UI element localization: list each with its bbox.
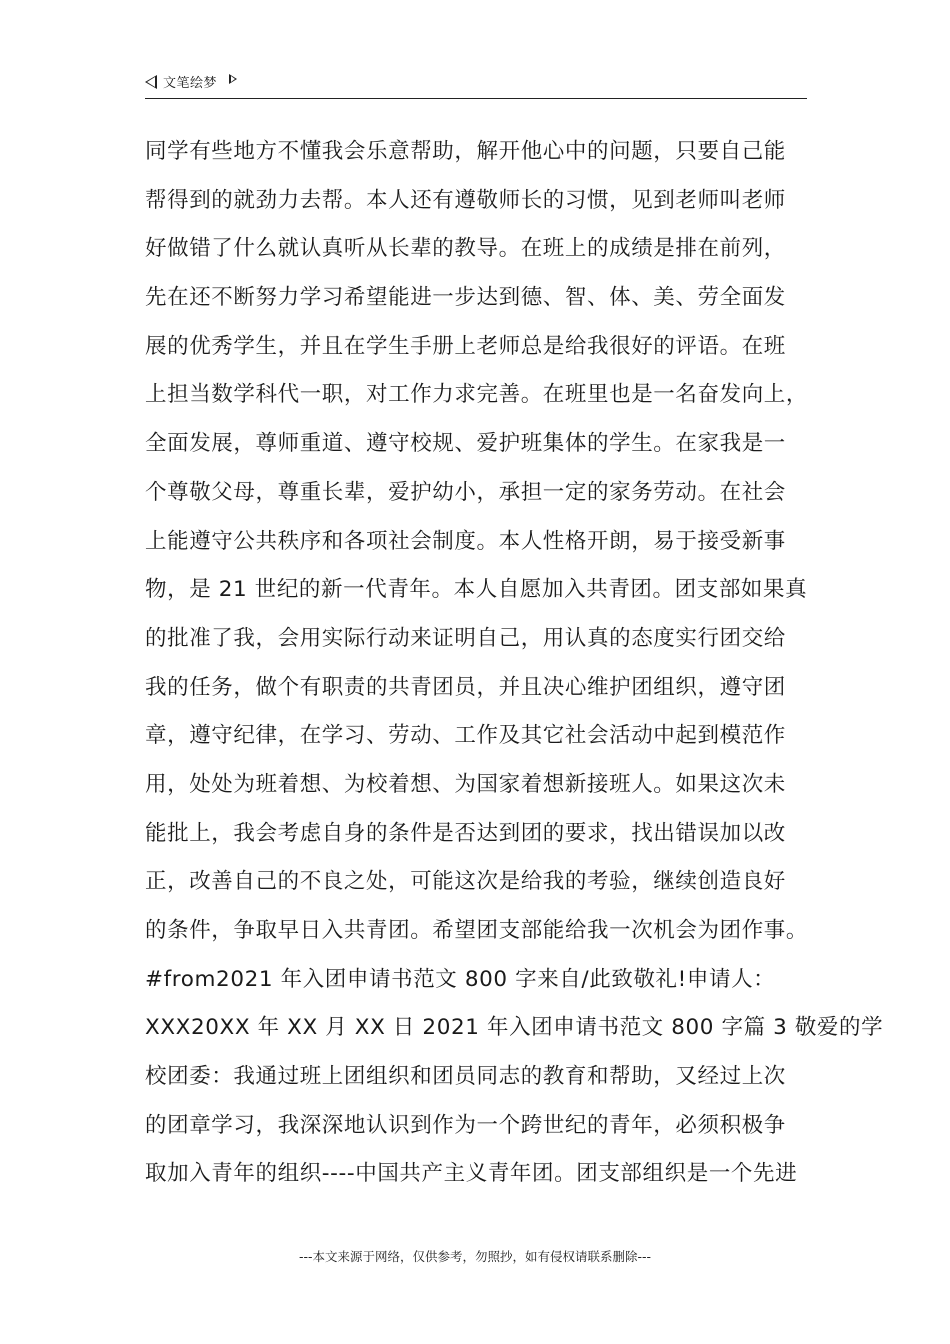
text-line: 展的优秀学生，并且在学生手册上老师总是给我很好的评语。在班: [145, 333, 786, 359]
text-line: 好做错了什么就认真听从长辈的教导。在班上的成绩是排在前列，: [145, 236, 786, 262]
text-line: 物，是 21 世纪的新一代青年。本人自愿加入共青团。团支部如果真: [145, 577, 808, 603]
page-footer: ---本文来源于网络，仅供参考，勿照抄，如有侵权请联系删除---: [298, 1249, 652, 1264]
text-line: 上能遵守公共秩序和各项社会制度。本人性格开朗，易于接受新事: [145, 528, 786, 554]
text-line: 用，处处为班着想、为校着想、为国家着想新接班人。如果这次未: [145, 771, 786, 797]
text-line: 个尊敬父母，尊重长辈，爱护幼小，承担一定的家务劳动。在社会: [145, 479, 786, 505]
text-line: 的批准了我，会用实际行动来证明自己，用认真的态度实行团交给: [145, 625, 786, 651]
text-line: 的条件，争取早日入共青团。希望团支部能给我一次机会为团作事。: [145, 918, 809, 943]
text-line: 取加入青年的组织----中国共产主义青年团。团支部组织是一个先进: [145, 1161, 798, 1187]
text-line: 帮得到的就劲力去帮。本人还有遵敬师长的习惯，见到老师叫老师: [145, 187, 786, 213]
header-brand: 文笔绘梦: [163, 76, 218, 91]
text-line: 同学有些地方不懂我会乐意帮助，解开他心中的问题，只要自己能: [145, 139, 786, 164]
text-line: 章，遵守纪律，在学习、劳动、工作及其它社会活动中起到模范作: [145, 723, 786, 749]
body-text: [145, 128, 884, 1199]
text-line: 正，改善自己的不良之处，可能这次是给我的考验，继续创造良好: [145, 869, 786, 895]
text-line: #from2021 年入团申请书范文 800 字来自/此致敬礼!申请人：: [145, 966, 776, 992]
text-line: 校团委：我通过班上团组织和团员同志的教育和帮助，又经过上次: [145, 1064, 786, 1090]
text-line: 全面发展，尊师重道、遵守校规、爱护班集体的学生。在家我是一: [145, 431, 786, 457]
text-line: 先在还不断努力学习希望能进一步达到德、智、体、美、劳全面发: [145, 285, 786, 311]
page-header: [145, 72, 807, 99]
text-line: 上担当数学科代一职，对工作力求完善。在班里也是一名奋发向上，: [145, 382, 809, 408]
text-line: XXX20XX 年 XX 月 XX 日 2021 年入团申请书范文 800 字篇 3 敬爱的学: [145, 1015, 884, 1041]
text-line: 能批上，我会考虑自身的条件是否达到团的要求，找出错误加以改: [145, 820, 786, 846]
triangle-left-icon: [145, 75, 157, 89]
text-line: 的团章学习，我深深地认识到作为一个跨世纪的青年，必须积极争: [145, 1112, 786, 1138]
text-line: 我的任务，做个有职责的共青团员，并且决心维护团组织，遵守团: [145, 674, 786, 700]
triangle-right-icon: [229, 74, 237, 84]
